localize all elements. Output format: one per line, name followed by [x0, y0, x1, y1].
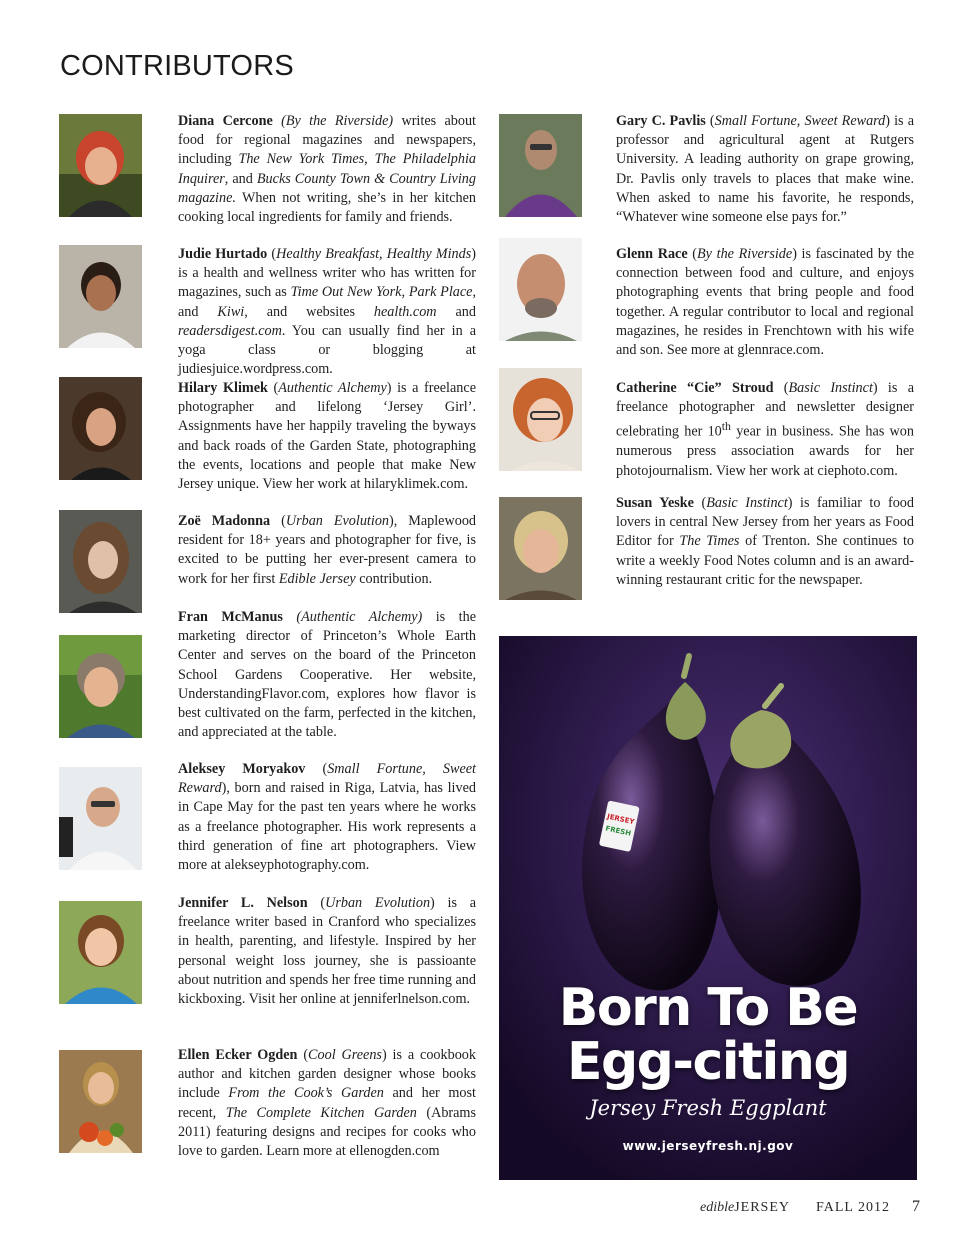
contributor-name: Gary C. Pavlis	[616, 113, 706, 129]
bio-text: of Trenton. She continues to write a weekly Food Notes column and is an award-winning restaurant critic for the newspaper.	[616, 533, 914, 588]
page-number: 7	[912, 1198, 920, 1215]
contributor-name: Ellen Ecker Ogden	[178, 1047, 298, 1063]
ad-headline-line1: Born To Be	[558, 978, 858, 1038]
ad-headline	[499, 978, 917, 1092]
contributor-photo	[499, 497, 582, 600]
contributor-photo	[59, 901, 142, 1004]
italic-text: Small Fortune, Sweet Reward	[714, 113, 886, 129]
contributor-bio	[616, 494, 914, 590]
ad-url[interactable]: www.jerseyfresh.nj.gov	[622, 1139, 794, 1153]
contributor-name: Hilary Klimek	[178, 380, 268, 396]
bio-text: ) is familiar to food lovers in central New Jersey from her years as Food Editor for	[616, 495, 914, 550]
bio-text: ) is a freelance writer based in Cranford who specializes in health, parenting, and lifestyle. Inspired by her personal weight loss journey, she is passioante about nutrition and spends her free time running and kickboxing. Visit her online at jenniferlnelson.com.	[178, 895, 476, 1008]
bio-text: year in business. She has won numerous press association awards for her photojournalism. View her work at ciephoto.com.	[616, 424, 914, 479]
contributor-name: Susan Yeske	[616, 495, 694, 511]
bio-text: (	[267, 246, 277, 262]
contributor-bio	[616, 112, 914, 227]
ad-subline: Jersey Fresh Eggplant	[589, 1096, 827, 1120]
italic-text: Time Out New York	[290, 284, 402, 301]
contributor-bio	[178, 112, 476, 227]
bio-text: ) is a freelance photographer and lifelong ‘Jersey Girl’. Assignments have her happily traveling the byways and back roads of the Garden State, photographing the events, locations and people that make New Jersey unique. View her work at hilaryklimek.com.	[178, 380, 476, 493]
contributor-name: Catherine “Cie” Stroud	[616, 380, 774, 396]
contributor-bio	[178, 894, 476, 1009]
italic-text: (By the Riverside)	[281, 113, 394, 129]
magazine-name	[700, 1200, 790, 1216]
magazine-prefix: edible	[700, 1200, 735, 1215]
bio-text	[283, 609, 296, 625]
italic-text: Healthy Breakfast, Healthy Minds	[276, 246, 472, 262]
bio-text: ) is fascinated by the connection between food and culture, and enjoys photographing events that bring people and food together. A regular contributor to local and regional magazines, he resides in Frenchtown with his wife and son. See more at glennrace.com.	[616, 246, 914, 359]
magazine-title: JERSEY	[734, 1200, 791, 1215]
italic-text: Bucks County Town & Country Living magazine.	[178, 170, 476, 206]
italic-text: Basic Instinct	[788, 380, 873, 396]
sticker-line1: JERSEY	[606, 812, 636, 827]
italic-text: The Complete Kitchen Garden	[225, 1104, 417, 1121]
bio-text: (	[270, 513, 286, 529]
italic-text: The New York Times	[238, 151, 365, 168]
italic-text: Edible Jersey	[278, 570, 356, 587]
bio-text	[273, 113, 281, 129]
contributor-bio	[178, 245, 476, 379]
bio-text: (	[297, 1047, 309, 1063]
sticker-line2: FRESH	[604, 824, 632, 838]
page-footer	[700, 1198, 920, 1216]
contributor-bio	[178, 512, 476, 589]
bio-text: and her most recent,	[178, 1085, 476, 1121]
contributor-photo	[59, 1050, 142, 1153]
italic-text: Park Place	[408, 284, 473, 301]
contributor-photo	[59, 114, 142, 217]
contributor-name: Zoë Madonna	[178, 513, 271, 529]
bio-text: (	[305, 761, 328, 777]
bio-text: , and	[224, 170, 257, 187]
bio-text: is the marketing director of Princeton’s Whole Earth Center and serves on the board of the Princeton School Gardens Cooperative. Her website, UnderstandingFlavor.com, explores how flavor is best cultivated on the farm, perfected in the kitchen, and appreciated at the table.	[178, 609, 477, 741]
bio-text: ,	[364, 151, 375, 168]
bio-text: ), Maplewood resident for 18+ years and photographer for five, is excited to be putting her ever-present camera to work for her first	[178, 513, 477, 587]
contributor-name: Glenn Race	[616, 246, 688, 262]
bio-text: contribution.	[355, 570, 433, 587]
contributor-bio	[616, 245, 914, 360]
bio-text: and	[436, 303, 476, 320]
italic-text: readersdigest.com	[178, 322, 282, 339]
italic-text: The Philadelphia Inquirer	[178, 151, 476, 187]
italic-text: health.com	[373, 303, 437, 320]
bio-text: (	[773, 380, 789, 396]
contributor-photo	[499, 368, 582, 471]
contributor-bio	[178, 1046, 476, 1161]
bio-text: writes about food for regional magazines and newspapers, including	[178, 113, 476, 168]
contributor-photo	[499, 114, 582, 217]
italic-text: Kiwi	[217, 303, 245, 320]
contributor-bio	[178, 379, 476, 494]
italic-text: From the Cook’s Garden	[228, 1085, 384, 1102]
italic-text: Basic Instinct	[706, 495, 788, 511]
contributor-name: Jennifer L. Nelson	[178, 895, 308, 911]
bio-text: (Abrams 2011) featuring designs and recipes for cooks who love to garden. Learn more at ellenogden.com	[178, 1104, 476, 1160]
bio-text: (	[267, 380, 279, 396]
bio-text: (	[307, 895, 326, 911]
contributor-photo	[59, 245, 142, 348]
page-title: CONTRIBUTORS	[60, 50, 294, 82]
bio-text: (	[705, 113, 715, 129]
bio-text: . You can usually find her in a yoga class or blogging at judiesjuice.wordpress.com.	[178, 322, 476, 378]
italic-text: Urban Evolution	[325, 895, 431, 911]
contributor-photo	[59, 377, 142, 480]
bio-text: ), born and raised in Riga, Latvia, has lived in Cape May for the past ten years where he works as a freelance photographer. His work represents a third generation of fine art photographers. View more at alekseyphotography.com.	[178, 780, 476, 874]
bio-text: ,	[401, 284, 409, 301]
issue-date: FALL 2012	[816, 1200, 890, 1215]
contributor-photo	[59, 510, 142, 613]
contributor-photo	[59, 635, 142, 738]
italic-text: By the Riverside	[697, 246, 793, 262]
italic-text: Authentic Alchemy	[278, 380, 387, 396]
contributor-photo	[59, 767, 142, 870]
contributor-bio	[178, 760, 476, 875]
bio-text: ) is a professor and agricultural agent at Rutgers University. A leading authority on grape growing, Dr. Pavlis only travels to places that make wine. When asked to name his favorite, he responds, “Whatever wine someone else pays for.”	[616, 113, 914, 226]
italic-text: Cool Greens	[308, 1047, 382, 1063]
bio-text: When not writing, she’s in her kitchen cooking local ingredients for family and friends.	[178, 189, 476, 226]
italic-text: Urban Evolution	[285, 513, 390, 529]
eggplant-advertisement	[499, 636, 917, 1180]
italic-text: Small Fortune, Sweet Reward	[178, 761, 476, 797]
contributor-photo	[499, 238, 582, 341]
contributor-name: Diana Cercone	[178, 113, 273, 129]
bio-text: th	[721, 419, 731, 434]
contributor-bio	[616, 379, 914, 481]
contributor-name: Fran McManus	[178, 609, 283, 625]
bio-text: ) is a cookbook author and kitchen garden designer whose books include	[178, 1047, 476, 1102]
italic-text: The Times	[679, 533, 740, 550]
italic-text: (Authentic Alchemy)	[296, 609, 423, 625]
bio-text: (	[687, 246, 698, 262]
contributor-name: Judie Hurtado	[178, 246, 268, 262]
bio-text: (	[693, 495, 707, 511]
bio-text: ) is a health and wellness writer who has written for magazines, such as	[178, 246, 476, 301]
bio-text: , and websites	[244, 303, 374, 320]
bio-text: , and	[178, 284, 477, 320]
contributor-name: Aleksey Moryakov	[178, 761, 306, 777]
bio-text: ) is a freelance photographer and newsletter designer celebrating her 10	[616, 380, 914, 441]
contributor-bio	[178, 608, 476, 742]
ad-headline-line2: Egg-citing	[566, 1032, 850, 1092]
